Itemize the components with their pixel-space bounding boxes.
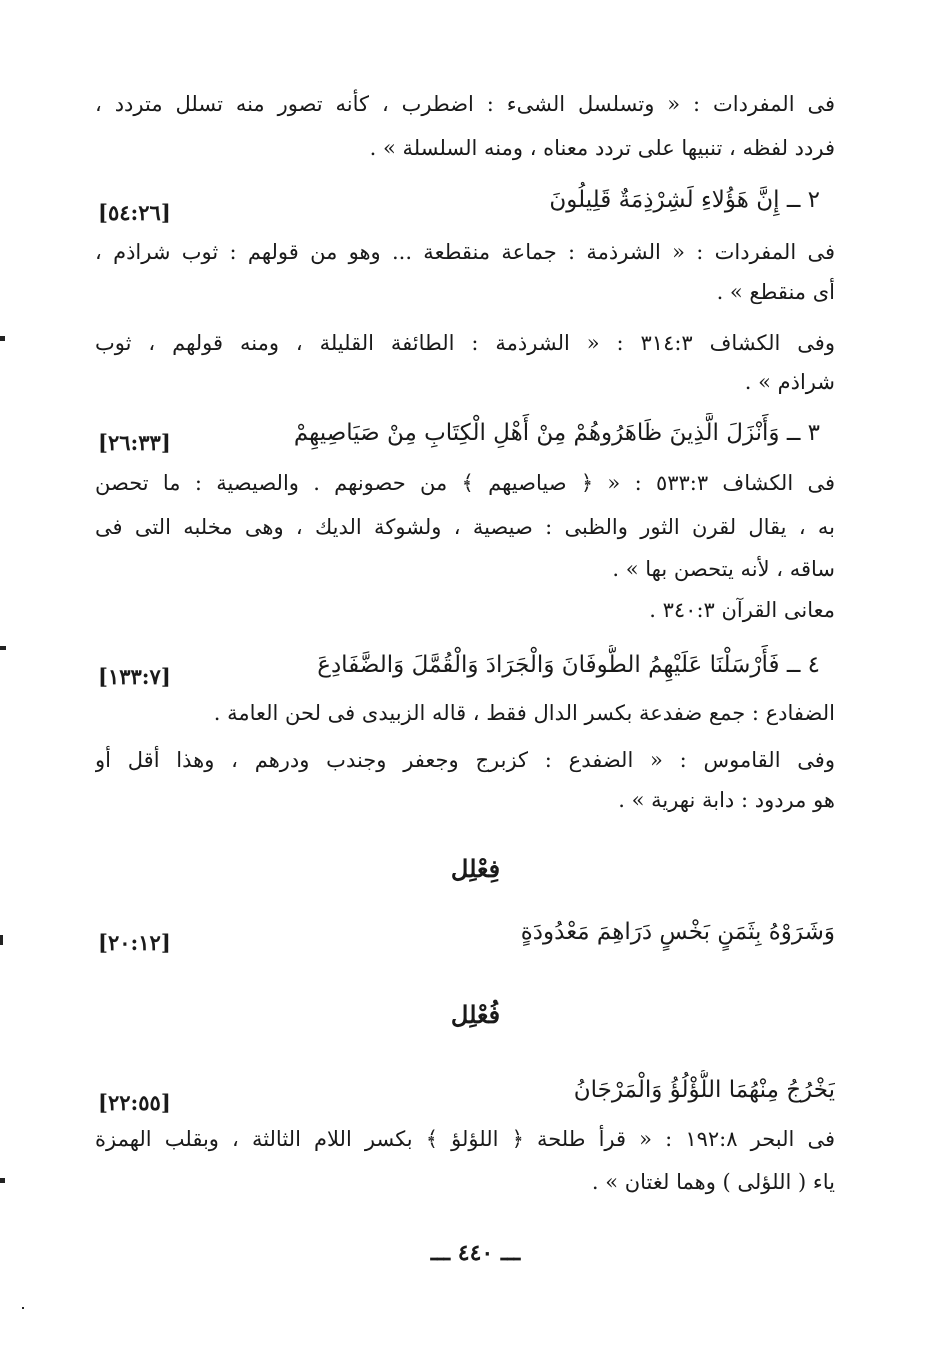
verse-reference: [٢٦:٣٣] xyxy=(98,430,171,455)
text-line: فى الكشاف ٥٣٣:٣ : « ﴿ صياصيهم ﴾ من حصونهم . والصيصية : ما تحصن xyxy=(95,471,835,495)
verse-reference: [٢٠:١٢] xyxy=(98,930,171,955)
verse-line: ٣ ــ وَأَنْزَلَ الَّذِينَ ظَاهَرُوهُمْ مِنْ أَهْلِ الْكِتَابِ مِنْ صَيَاصِيهِمْ xyxy=(293,420,820,446)
verse-line: ٤ ــ فَأَرْسَلْنَا عَلَيْهِمُ الطُّوفَانَ وَالْجَرَادَ وَالْقُمَّلَ وَالضَّفَادِعَ xyxy=(317,652,820,678)
text-line: فى المفردات : « الشرذمة : جماعة منقطعة ... وهو من قولهم : ثوب شراذم ، xyxy=(95,240,835,264)
verse-line: يَخْرُجُ مِنْهُمَا اللُّؤْلُؤُ وَالْمَرْجَانُ xyxy=(573,1077,835,1103)
text-line: شراذم » . xyxy=(744,370,835,394)
scan-speck xyxy=(22,1307,24,1309)
section-heading: فُعْلِل xyxy=(450,1000,501,1029)
page-number: ـــ ٤٤٠ ـــ xyxy=(430,1240,521,1266)
scan-speck xyxy=(0,336,5,341)
scan-speck xyxy=(0,646,6,650)
scan-speck xyxy=(0,935,3,945)
text-line: الضفادع : جمع ضفدعة بكسر الدال فقط ، قاله الزبيدى فى لحن العامة . xyxy=(213,701,835,725)
text-line: ساقه ، لأنه يتحصن بها » . xyxy=(612,557,835,581)
text-line: هو مردود : دابة نهرية » . xyxy=(618,788,835,812)
text-line: معانى القرآن ٣٤٠:٣ . xyxy=(649,598,835,622)
text-line: وفى القاموس : « الضفدع : كزبرج وجعفر وجندب ودرهم ، وهذا أقل أو xyxy=(95,748,835,772)
text-line: ياء ( اللؤلى ) وهما لغتان » . xyxy=(591,1170,835,1194)
verse-reference: [١٣٣:٧] xyxy=(98,664,171,689)
text-line: فردد لفظه ، تنبيها على تردد معناه ، ومنه السلسلة » . xyxy=(369,136,835,160)
text-line: وفى الكشاف ٣١٤:٣ : « الشرذمة : الطائفة القليلة ، ومنه قولهم ، ثوب xyxy=(95,331,835,355)
text-line: أى منقطع » . xyxy=(716,280,835,304)
text-line: فى البحر ١٩٢:٨ : « قرأ طلحة ﴿ اللؤلؤ ﴾ بكسر اللام الثالثة ، وبقلب الهمزة xyxy=(95,1127,835,1151)
verse-line: وَشَرَوْهُ بِثَمَنٍ بَخْسٍ دَرَاهِمَ مَعْدُودَةٍ xyxy=(520,919,835,945)
text-line: به ، يقال لقرن الثور والظبى : صيصية ، ولشوكة الديك ، وهى مخلبه التى فى xyxy=(95,515,835,539)
scan-speck xyxy=(0,1178,5,1183)
text-line: فى المفردات : « وتسلسل الشىء : اضطرب ، كأنه تصور منه تسلل متردد ، xyxy=(95,92,835,116)
section-heading: فِعْلِل xyxy=(450,854,501,883)
verse-line: ٢ ــ إِنَّ هَؤُلاءِ لَشِرْذِمَةٌ قَلِيلُونَ xyxy=(549,187,820,213)
verse-reference: [٥٤:٢٦] xyxy=(98,200,171,225)
verse-reference: [٢٢:٥٥] xyxy=(98,1090,171,1115)
